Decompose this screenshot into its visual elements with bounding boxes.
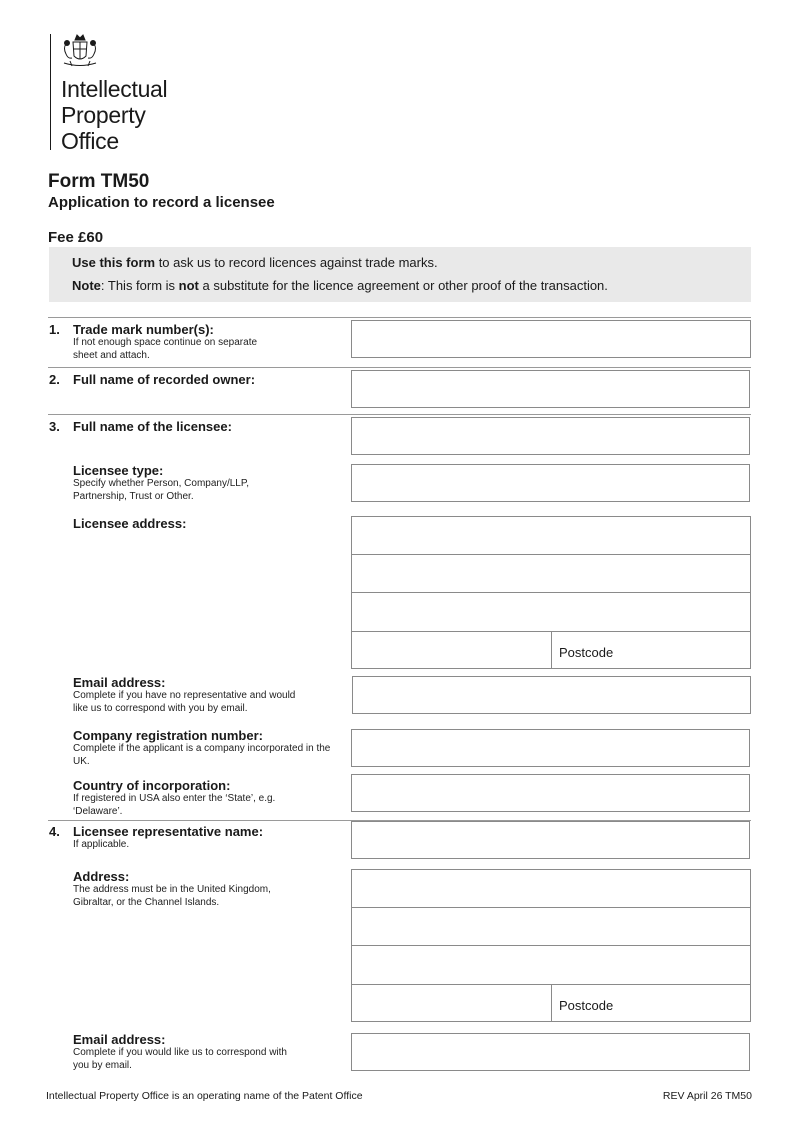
email2-help: Complete if you would like us to correspond with you by email. bbox=[73, 1047, 287, 1071]
org-name-line3: Office bbox=[61, 128, 119, 154]
intro-use-bold: Use this form bbox=[72, 255, 156, 270]
royal-coat-of-arms-icon bbox=[58, 32, 102, 70]
org-name bbox=[61, 76, 167, 154]
representative-email-field[interactable] bbox=[351, 1033, 750, 1071]
rep-address-label: Address: bbox=[73, 869, 130, 884]
intro-note-bold: Note bbox=[72, 278, 101, 293]
email1-help: Complete if you have no representative and would like us to correspond with you by email. bbox=[73, 690, 296, 714]
q1-number: 1. bbox=[49, 322, 60, 337]
rep-address-help: The address must be in the United Kingdom, Gibraltar, or the Channel Islands. bbox=[73, 884, 271, 908]
q1-help: If not enough space continue on separate sheet and attach. bbox=[73, 337, 258, 361]
company-reg-help: Complete if the applicant is a company incorporated in the UK. bbox=[73, 743, 331, 767]
email2-label: Email address: bbox=[73, 1032, 166, 1047]
rep-postcode-label: Postcode bbox=[559, 998, 614, 1013]
intro-note-line bbox=[72, 278, 608, 293]
section-divider-3 bbox=[48, 414, 751, 415]
country-label: Country of incorporation: bbox=[73, 778, 231, 793]
intro-box bbox=[49, 247, 751, 302]
org-name-line2: Property bbox=[61, 102, 146, 128]
intro-note-rest: a substitute for the licence agreement or other proof of the transaction. bbox=[198, 278, 608, 293]
form-subtitle: Application to record a licensee bbox=[48, 194, 275, 211]
intro-note-mid: : This form is bbox=[100, 278, 179, 293]
licensee-address-line4-field[interactable] bbox=[352, 632, 550, 668]
licensee-postcode-label: Postcode bbox=[559, 645, 614, 660]
rep-address-line4-field[interactable] bbox=[352, 985, 550, 1021]
intro-use-line bbox=[72, 255, 438, 270]
q3-number: 3. bbox=[49, 419, 60, 434]
licensee-address-line1-field[interactable] bbox=[352, 517, 750, 553]
org-name-line1: Intellectual bbox=[61, 76, 168, 102]
licensee-type-label: Licensee type: bbox=[73, 463, 164, 478]
company-registration-field[interactable] bbox=[351, 729, 750, 767]
licensee-name-field[interactable] bbox=[351, 417, 750, 455]
trade-mark-numbers-field[interactable] bbox=[351, 320, 751, 358]
licensee-address-line3-field[interactable] bbox=[352, 593, 750, 630]
rep-address-line1-field[interactable] bbox=[352, 870, 750, 906]
q4-help: If applicable. bbox=[73, 839, 130, 850]
country-help: If registered in USA also enter the ‘State’, e.g. ‘Delaware’. bbox=[73, 793, 276, 817]
q4-label: Licensee representative name: bbox=[73, 824, 264, 839]
form-title: Form TM50 bbox=[48, 171, 150, 192]
q3-label: Full name of the licensee: bbox=[73, 419, 232, 434]
section-divider-1 bbox=[48, 317, 751, 318]
rep-address-line2-field[interactable] bbox=[352, 908, 750, 944]
rep-postcode-field[interactable] bbox=[551, 985, 750, 1021]
licensee-type-field[interactable] bbox=[351, 464, 750, 502]
representative-name-field[interactable] bbox=[351, 821, 750, 859]
intro-note-not: not bbox=[178, 278, 199, 293]
fee-label: Fee £60 bbox=[48, 229, 104, 246]
q2-number: 2. bbox=[49, 372, 60, 387]
licensee-email-field[interactable] bbox=[352, 676, 751, 714]
logo-divider bbox=[50, 34, 51, 150]
q2-label: Full name of recorded owner: bbox=[73, 372, 256, 387]
intro-use-rest: to ask us to record licences against trade marks. bbox=[155, 255, 438, 270]
email1-label: Email address: bbox=[73, 675, 166, 690]
recorded-owner-name-field[interactable] bbox=[351, 370, 750, 408]
rep-address-line3-field[interactable] bbox=[352, 946, 750, 983]
footer-note: Intellectual Property Office is an operating name of the Patent Office bbox=[46, 1090, 363, 1102]
form-revision: REV April 26 TM50 bbox=[662, 1090, 752, 1102]
licensee-address-label: Licensee address: bbox=[73, 516, 187, 531]
country-of-incorporation-field[interactable] bbox=[351, 774, 750, 812]
company-reg-label: Company registration number: bbox=[73, 728, 263, 743]
licensee-address-line2-field[interactable] bbox=[352, 555, 750, 591]
q4-number: 4. bbox=[49, 824, 60, 839]
section-divider-2 bbox=[48, 367, 751, 368]
licensee-postcode-field[interactable] bbox=[551, 632, 750, 668]
licensee-type-help: Specify whether Person, Company/LLP, Partnership, Trust or Other. bbox=[73, 478, 250, 502]
q1-label: Trade mark number(s): bbox=[73, 322, 214, 337]
